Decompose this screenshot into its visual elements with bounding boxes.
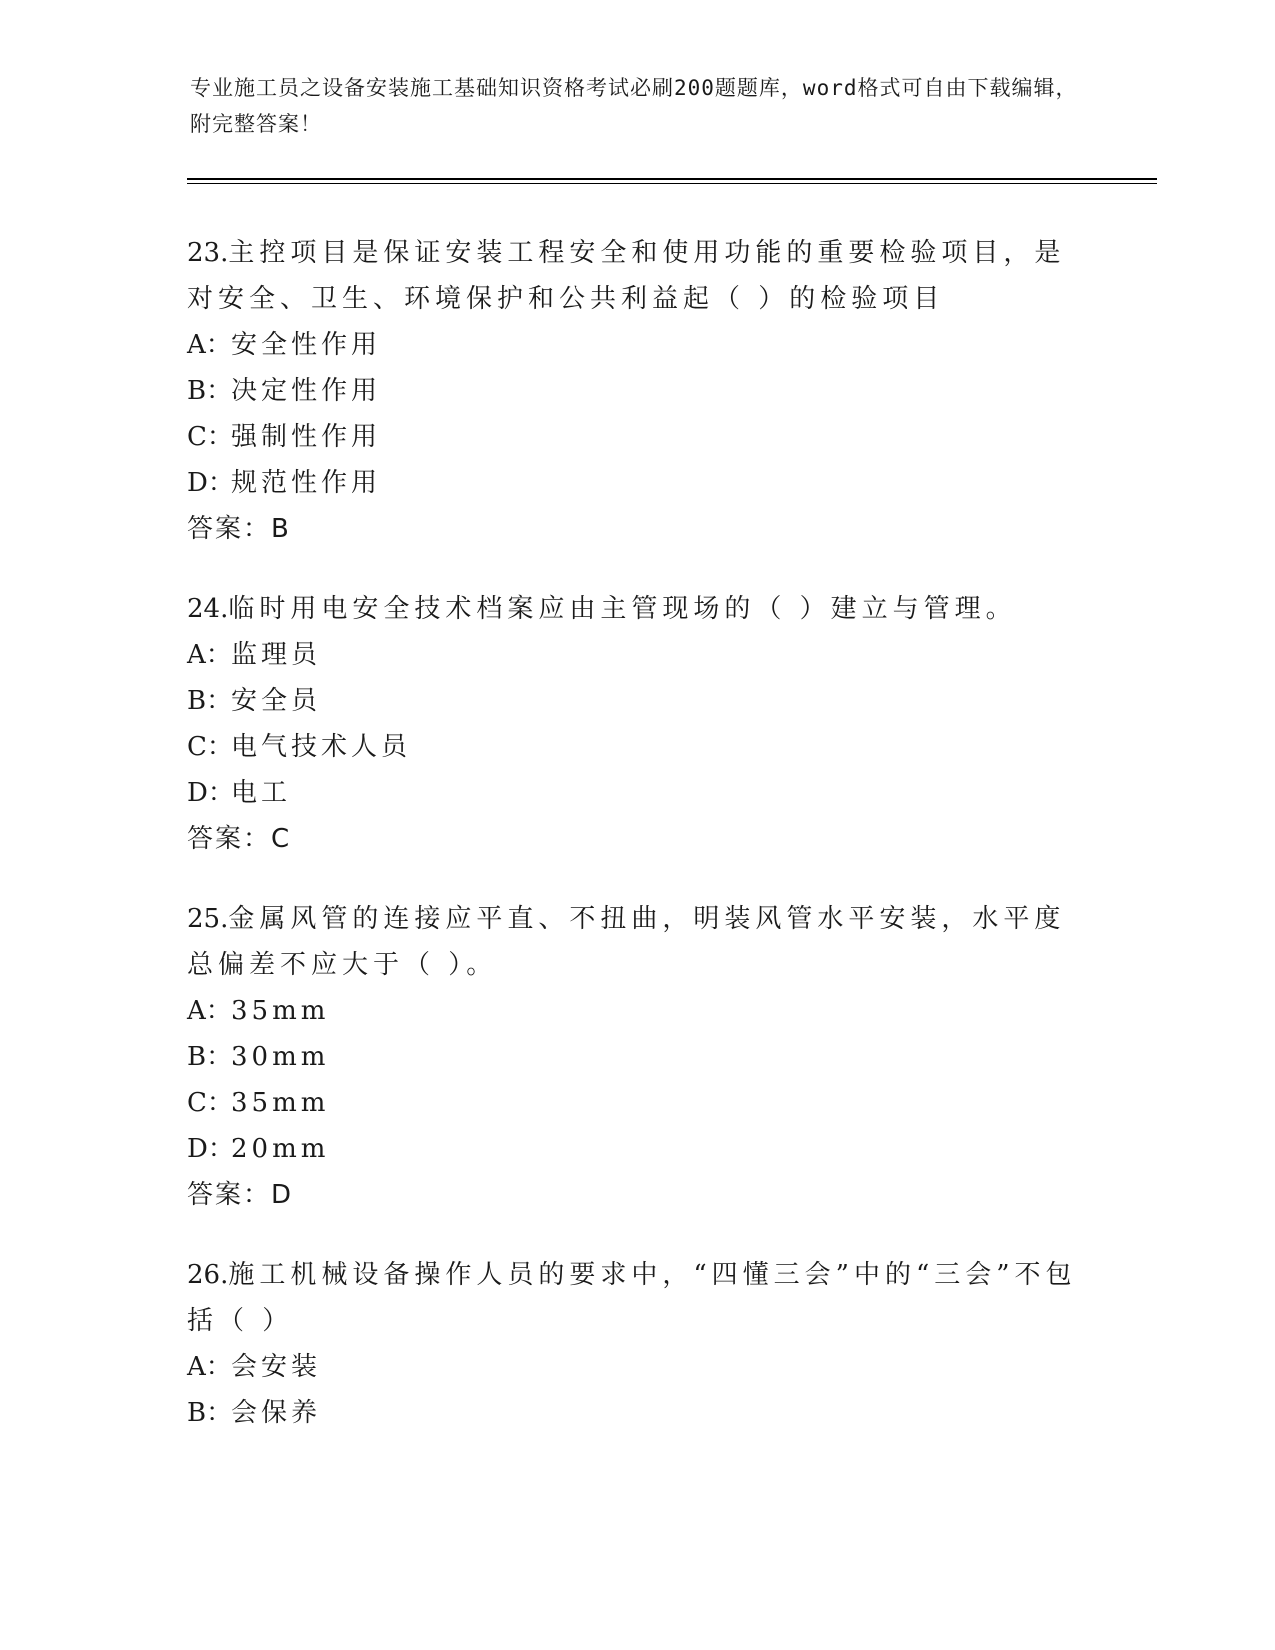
question-23 bbox=[187, 230, 1087, 552]
question-text: 金属风管的连接应平直、不扭曲，明装风管水平安装，水平度总偏差不应大于（ ）。 bbox=[187, 904, 1066, 980]
option-key: A： bbox=[187, 1352, 232, 1382]
option-key: B： bbox=[187, 1398, 233, 1428]
option-text: 强制性作用 bbox=[231, 422, 382, 452]
option-text: 电气技术人员 bbox=[231, 732, 412, 762]
option-a bbox=[187, 632, 1087, 678]
question-number: 24. bbox=[187, 594, 229, 624]
option-d bbox=[187, 1126, 1087, 1172]
answer-line bbox=[187, 816, 1087, 862]
option-text: 规范性作用 bbox=[231, 468, 382, 498]
question-stem bbox=[187, 230, 1087, 322]
option-a bbox=[187, 1344, 1087, 1390]
option-text: 安全性作用 bbox=[231, 330, 382, 360]
question-number: 23. bbox=[187, 238, 229, 268]
option-key: B： bbox=[187, 376, 233, 406]
answer-line bbox=[187, 506, 1087, 552]
option-b bbox=[187, 1390, 1087, 1436]
header-divider bbox=[187, 178, 1157, 184]
option-text: 决定性作用 bbox=[231, 376, 382, 406]
header-title: 专业施工员之设备安装施工基础知识资格考试必刷200题题库，word格式可自由下载编辑，附完整答案！ bbox=[190, 76, 1078, 136]
option-b bbox=[187, 678, 1087, 724]
option-text: 35mm bbox=[231, 996, 330, 1026]
option-text: 安全员 bbox=[231, 686, 322, 716]
answer-line bbox=[187, 1172, 1087, 1218]
question-stem bbox=[187, 586, 1087, 632]
question-number: 25. bbox=[187, 904, 229, 934]
option-text: 会安装 bbox=[231, 1352, 322, 1382]
option-key: A： bbox=[187, 996, 232, 1026]
question-stem bbox=[187, 896, 1087, 988]
option-c bbox=[187, 414, 1087, 460]
option-b bbox=[187, 1034, 1087, 1080]
answer-value: B bbox=[271, 514, 289, 544]
document-header bbox=[190, 70, 1090, 142]
question-list bbox=[187, 230, 1087, 1470]
question-stem bbox=[187, 1252, 1087, 1344]
option-key: D： bbox=[187, 1134, 234, 1164]
option-d bbox=[187, 460, 1087, 506]
option-key: B： bbox=[187, 1042, 233, 1072]
option-key: A： bbox=[187, 330, 232, 360]
option-text: 监理员 bbox=[231, 640, 322, 670]
option-key: A： bbox=[187, 640, 232, 670]
option-a bbox=[187, 988, 1087, 1034]
option-text: 电工 bbox=[231, 778, 292, 808]
option-key: C： bbox=[187, 1088, 233, 1118]
option-c bbox=[187, 724, 1087, 770]
question-26 bbox=[187, 1252, 1087, 1436]
question-text: 施工机械设备操作人员的要求中，“四懂三会”中的“三会”不包括（ ） bbox=[187, 1260, 1077, 1336]
option-a bbox=[187, 322, 1087, 368]
answer-label: 答案： bbox=[187, 514, 272, 544]
option-text: 30mm bbox=[231, 1042, 330, 1072]
answer-value: C bbox=[271, 824, 290, 854]
question-24 bbox=[187, 586, 1087, 862]
answer-label: 答案： bbox=[187, 1180, 272, 1210]
question-text: 临时用电安全技术档案应由主管现场的（ ）建立与管理。 bbox=[228, 594, 1017, 624]
option-key: D： bbox=[187, 468, 234, 498]
option-key: D： bbox=[187, 778, 234, 808]
question-number: 26. bbox=[187, 1260, 229, 1290]
option-key: C： bbox=[187, 422, 233, 452]
option-text: 20mm bbox=[231, 1134, 330, 1164]
option-b bbox=[187, 368, 1087, 414]
option-d bbox=[187, 770, 1087, 816]
option-key: C： bbox=[187, 732, 233, 762]
option-c bbox=[187, 1080, 1087, 1126]
option-text: 35mm bbox=[231, 1088, 330, 1118]
answer-label: 答案： bbox=[187, 824, 272, 854]
question-25 bbox=[187, 896, 1087, 1218]
question-text: 主控项目是保证安装工程安全和使用功能的重要检验项目，是对安全、卫生、环境保护和公共利益起（ ）的检验项目 bbox=[187, 238, 1066, 314]
answer-value: D bbox=[271, 1180, 292, 1210]
option-key: B： bbox=[187, 686, 233, 716]
option-text: 会保养 bbox=[231, 1398, 322, 1428]
